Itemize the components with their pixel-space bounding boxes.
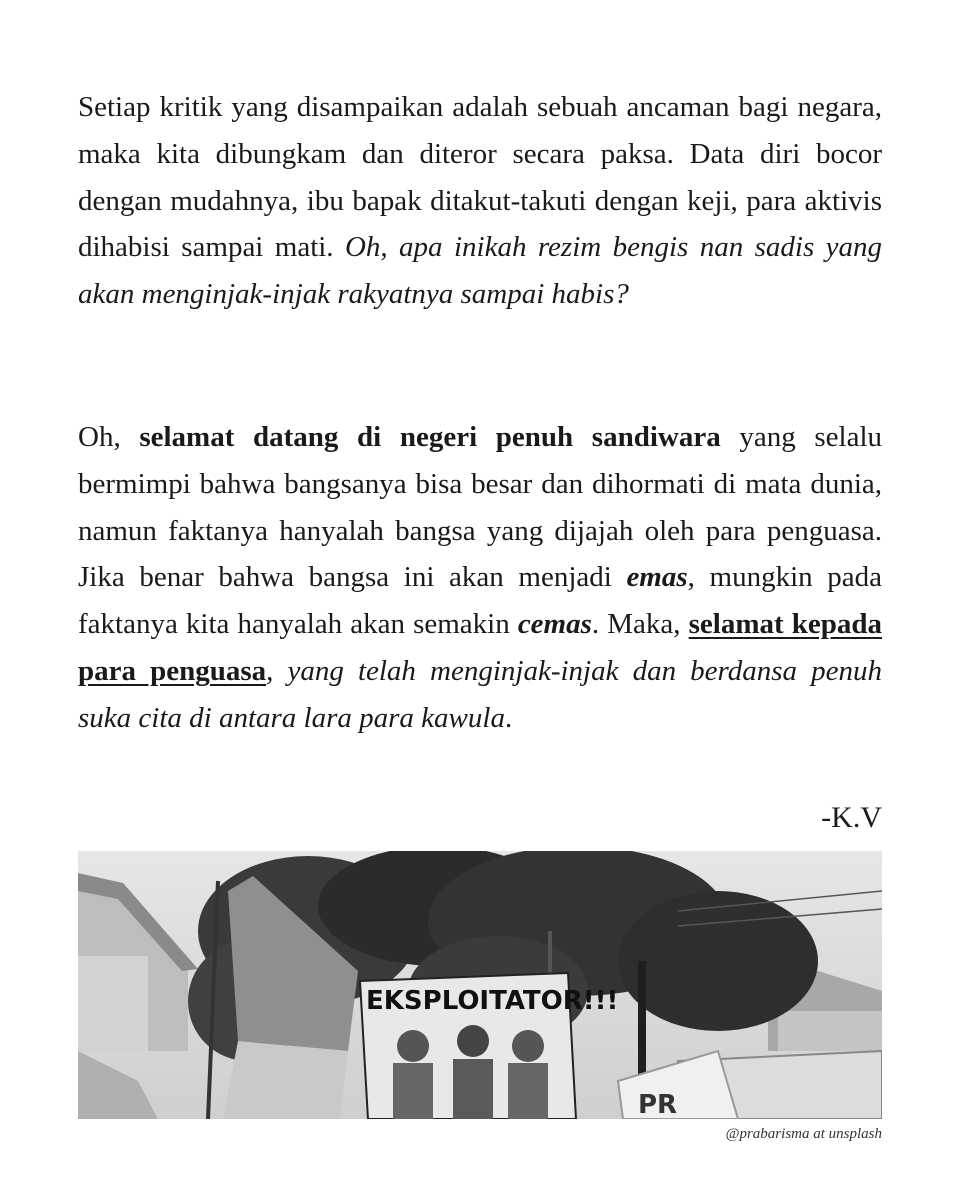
sign-text: EKSPLOITATOR!!! xyxy=(366,986,619,1016)
p2-underlined-phrase: selamat kepada para penguasa xyxy=(78,608,882,687)
protest-photo-illustration xyxy=(78,851,882,1119)
paragraph-1-italic: Oh, apa inikah rezim bengis nan sadis yang akan menginjak-injak rakyatnya sampai habis? xyxy=(78,231,883,311)
paragraph-1-text: Setiap kritik yang disampaikan adalah sebuah ancaman bagi negara, maka kita dibungkam dan diteror secara paksa. Data diri bocor dengan mudahnya, ibu bapak ditakut-takuti dengan keji, para aktivis dihabisi sampai mati. xyxy=(78,91,882,264)
p2-span-10: . xyxy=(504,701,513,734)
signature: -K.V xyxy=(821,801,882,834)
p2-span-1: Oh, xyxy=(78,421,140,453)
banner-text: PR xyxy=(638,1090,678,1119)
p2-span-7: . Maka, xyxy=(591,608,689,641)
p2-cemas: cemas xyxy=(517,608,592,641)
p2-bold-phrase: selamat datang di negeri penuh sandiwara xyxy=(139,421,721,453)
p2-span-3: yang selalu bermimpi bahwa bangsanya bisa besar dan dihormati di mata dunia, namun faktanya hanyalah bangsa yang dijajah oleh para penguasa. Jika benar bahwa bangsa ini akan menjadi xyxy=(78,421,882,594)
p2-span-5: , mungkin pada faktanya kita hanyalah akan semakin xyxy=(78,561,882,641)
p2-italic-phrase: , yang telah menginjak-injak dan berdansa penuh suka cita di antara lara para kawula xyxy=(78,654,882,734)
p2-emas: emas xyxy=(626,561,688,594)
protest-photo xyxy=(78,851,882,1119)
paragraph-2 xyxy=(78,414,882,742)
paragraph-1 xyxy=(78,84,882,318)
photo-credit: @prabarisma at unsplash xyxy=(725,1126,882,1142)
